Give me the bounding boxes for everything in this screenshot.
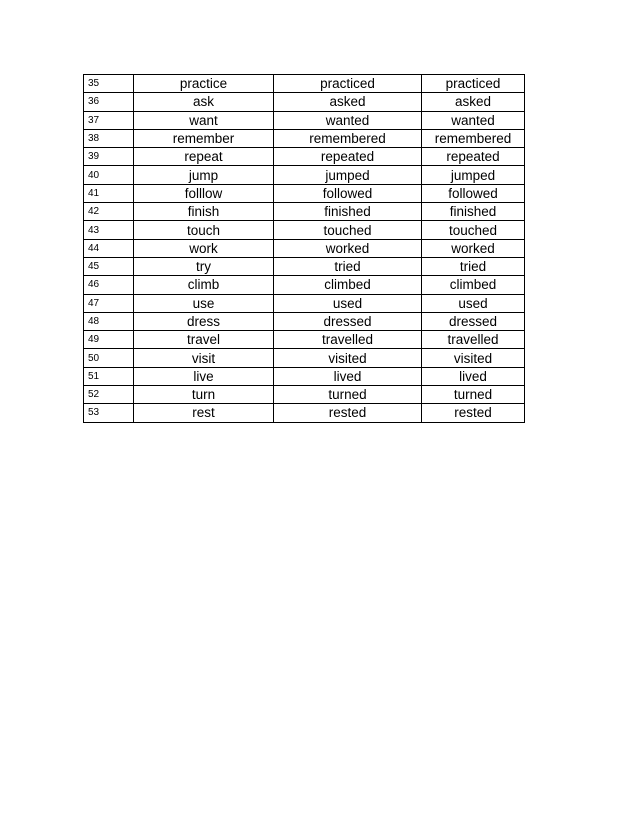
past-simple-cell: touched <box>274 221 422 239</box>
table-row <box>84 367 525 385</box>
past-participle-cell: tried <box>422 257 525 275</box>
past-simple-cell: jumped <box>274 166 422 184</box>
base-form-cell: remember <box>134 129 274 147</box>
base-form-cell: touch <box>134 221 274 239</box>
past-participle-cell: remembered <box>422 129 525 147</box>
row-number: 47 <box>84 294 134 312</box>
base-form-cell: dress <box>134 312 274 330</box>
past-participle-cell: travelled <box>422 331 525 349</box>
past-simple-cell: wanted <box>274 111 422 129</box>
past-participle-cell: turned <box>422 386 525 404</box>
past-participle-cell: finished <box>422 203 525 221</box>
base-form-cell: use <box>134 294 274 312</box>
row-number: 38 <box>84 129 134 147</box>
table-row <box>84 294 525 312</box>
verb-table-body <box>84 75 525 423</box>
past-simple-cell: turned <box>274 386 422 404</box>
past-participle-cell: jumped <box>422 166 525 184</box>
past-simple-cell: worked <box>274 239 422 257</box>
row-number: 53 <box>84 404 134 422</box>
table-row <box>84 404 525 422</box>
past-participle-cell: worked <box>422 239 525 257</box>
row-number: 45 <box>84 257 134 275</box>
past-simple-cell: asked <box>274 93 422 111</box>
past-participle-cell: dressed <box>422 312 525 330</box>
row-number: 36 <box>84 93 134 111</box>
table-row <box>84 221 525 239</box>
base-form-cell: practice <box>134 75 274 93</box>
row-number: 42 <box>84 203 134 221</box>
past-participle-cell: rested <box>422 404 525 422</box>
row-number: 35 <box>84 75 134 93</box>
row-number: 37 <box>84 111 134 129</box>
past-simple-cell: practiced <box>274 75 422 93</box>
row-number: 46 <box>84 276 134 294</box>
row-number: 44 <box>84 239 134 257</box>
past-simple-cell: visited <box>274 349 422 367</box>
row-number: 51 <box>84 367 134 385</box>
base-form-cell: rest <box>134 404 274 422</box>
past-simple-cell: used <box>274 294 422 312</box>
base-form-cell: finish <box>134 203 274 221</box>
past-simple-cell: dressed <box>274 312 422 330</box>
row-number: 48 <box>84 312 134 330</box>
past-participle-cell: visited <box>422 349 525 367</box>
past-participle-cell: lived <box>422 367 525 385</box>
table-row <box>84 386 525 404</box>
base-form-cell: want <box>134 111 274 129</box>
table-row <box>84 331 525 349</box>
past-simple-cell: repeated <box>274 148 422 166</box>
base-form-cell: climb <box>134 276 274 294</box>
past-participle-cell: practiced <box>422 75 525 93</box>
row-number: 52 <box>84 386 134 404</box>
table-row <box>84 239 525 257</box>
past-participle-cell: used <box>422 294 525 312</box>
past-simple-cell: followed <box>274 184 422 202</box>
past-participle-cell: wanted <box>422 111 525 129</box>
table-row <box>84 276 525 294</box>
table-row <box>84 184 525 202</box>
past-participle-cell: climbed <box>422 276 525 294</box>
row-number: 39 <box>84 148 134 166</box>
base-form-cell: try <box>134 257 274 275</box>
table-row <box>84 129 525 147</box>
table-row <box>84 75 525 93</box>
table-row <box>84 349 525 367</box>
past-participle-cell: touched <box>422 221 525 239</box>
past-participle-cell: followed <box>422 184 525 202</box>
row-number: 50 <box>84 349 134 367</box>
base-form-cell: live <box>134 367 274 385</box>
past-simple-cell: rested <box>274 404 422 422</box>
base-form-cell: folllow <box>134 184 274 202</box>
base-form-cell: turn <box>134 386 274 404</box>
table-row <box>84 203 525 221</box>
base-form-cell: work <box>134 239 274 257</box>
table-row <box>84 166 525 184</box>
table-row <box>84 111 525 129</box>
row-number: 43 <box>84 221 134 239</box>
past-participle-cell: repeated <box>422 148 525 166</box>
row-number: 40 <box>84 166 134 184</box>
past-simple-cell: lived <box>274 367 422 385</box>
table-row <box>84 93 525 111</box>
base-form-cell: jump <box>134 166 274 184</box>
verb-table <box>83 74 525 423</box>
table-row <box>84 257 525 275</box>
past-simple-cell: climbed <box>274 276 422 294</box>
past-participle-cell: asked <box>422 93 525 111</box>
base-form-cell: ask <box>134 93 274 111</box>
row-number: 41 <box>84 184 134 202</box>
base-form-cell: repeat <box>134 148 274 166</box>
table-row <box>84 312 525 330</box>
base-form-cell: visit <box>134 349 274 367</box>
past-simple-cell: remembered <box>274 129 422 147</box>
table-row <box>84 148 525 166</box>
row-number: 49 <box>84 331 134 349</box>
past-simple-cell: tried <box>274 257 422 275</box>
base-form-cell: travel <box>134 331 274 349</box>
past-simple-cell: finished <box>274 203 422 221</box>
past-simple-cell: travelled <box>274 331 422 349</box>
